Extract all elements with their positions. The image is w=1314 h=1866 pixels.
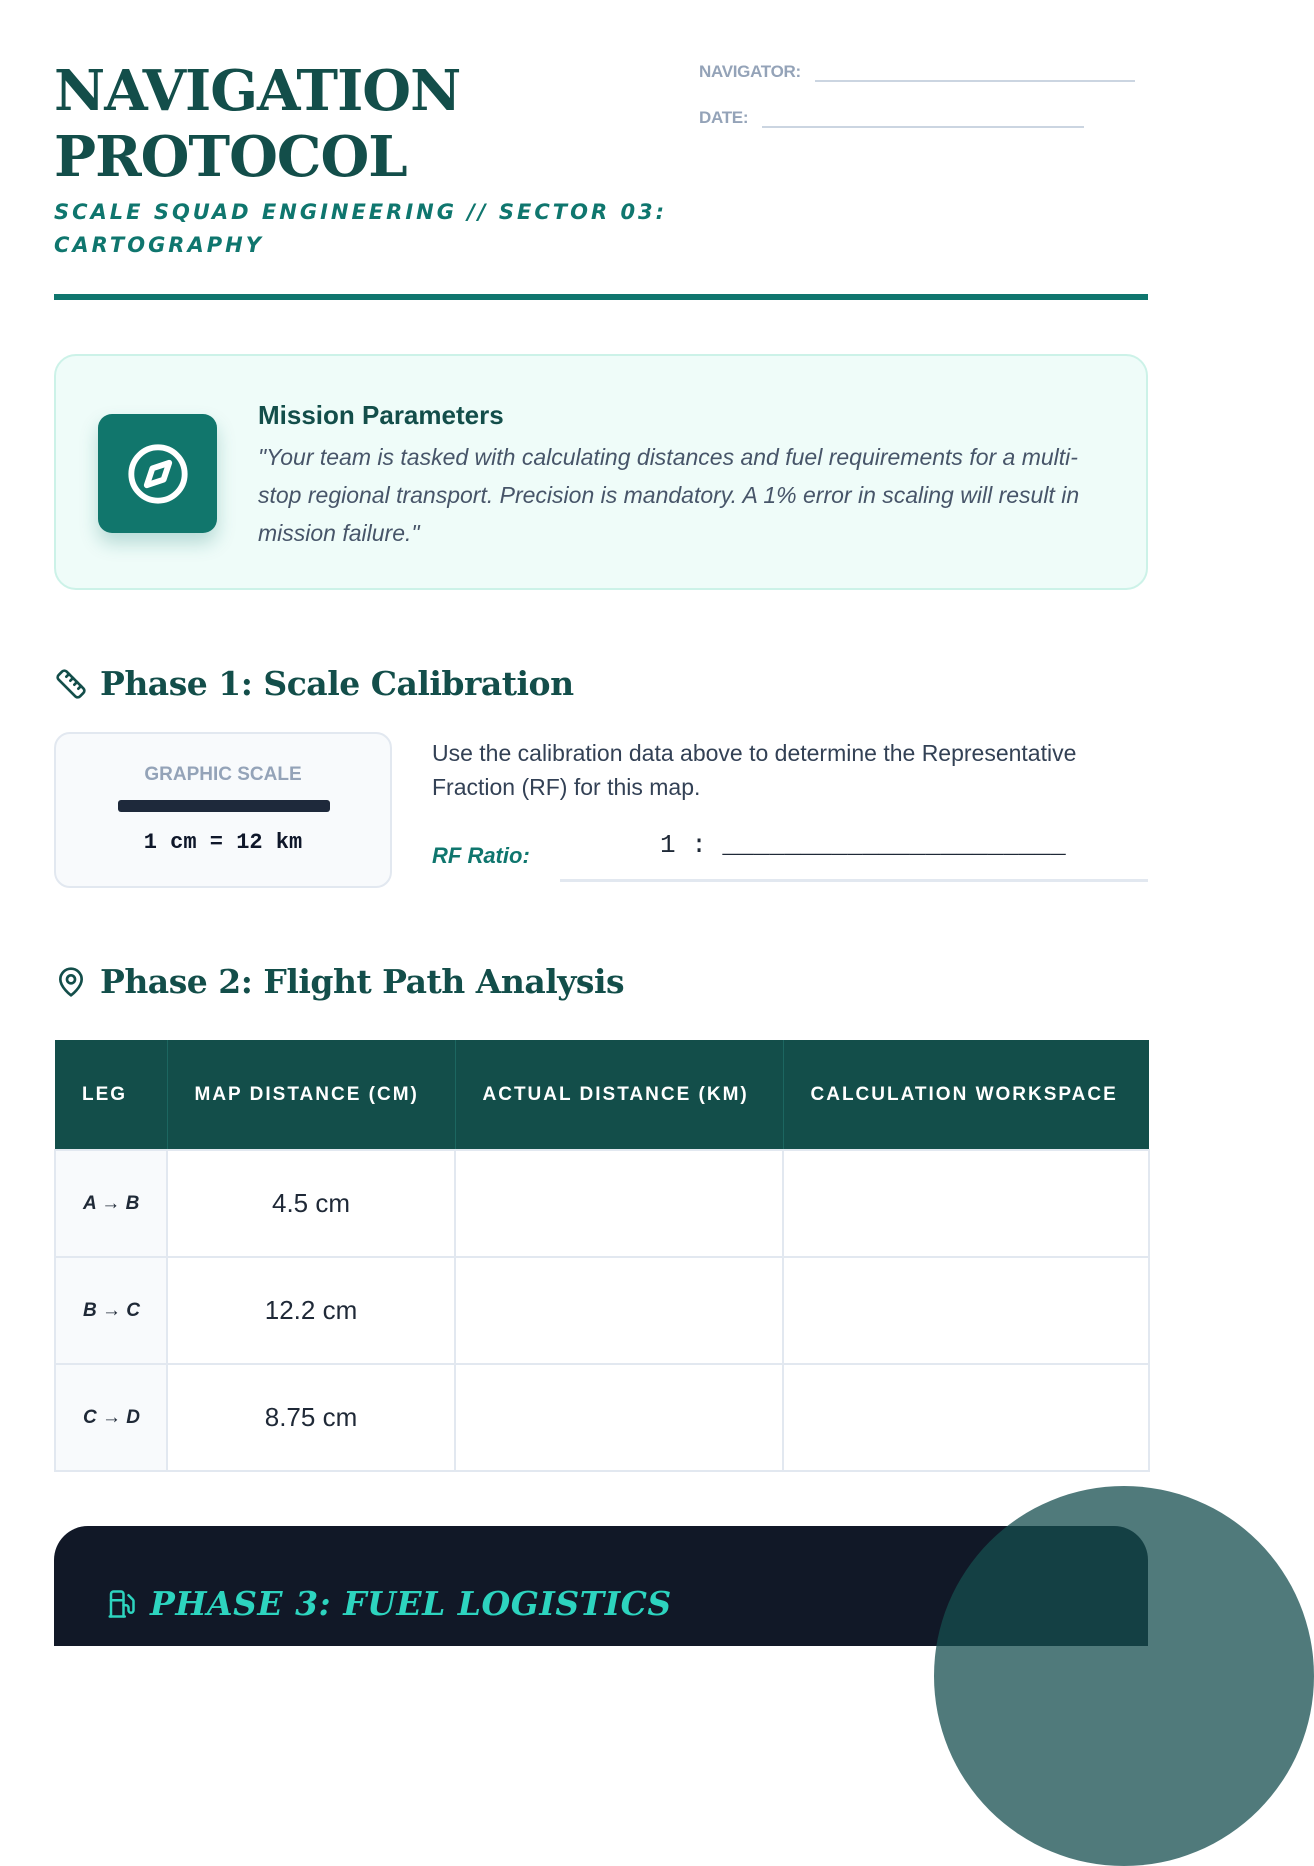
meta-fields: [699, 58, 1148, 150]
ruler-icon: [54, 667, 88, 701]
page-header: [54, 58, 1148, 298]
phase-1-title: Phase 1: Scale Calibration: [100, 664, 574, 703]
table-header-row: [55, 1040, 1149, 1150]
rf-ratio-value: 1 : ______________________: [660, 830, 1066, 860]
column-header-actual-distance: ACTUAL DISTANCE (KM): [455, 1040, 783, 1150]
title-line-2: PROTOCOL: [54, 124, 407, 190]
fuel-icon: [104, 1587, 138, 1621]
mission-parameters-box: [54, 354, 1148, 590]
page-title: [54, 58, 654, 190]
phase-3-heading: [104, 1584, 672, 1623]
mission-description: "Your team is tasked with calculating distances and fuel requirements for a multi-stop regional transport. Precision is mandatory. A 1% error in scaling will result in mission failure.": [258, 444, 1080, 546]
header-divider: [54, 294, 1148, 300]
actual-distance-input[interactable]: [455, 1150, 783, 1257]
table-row: [55, 1150, 1149, 1257]
rf-ratio-field[interactable]: [560, 828, 1148, 882]
compass-icon: [98, 414, 217, 533]
calculation-workspace-input[interactable]: [783, 1364, 1149, 1471]
map-distance-cell: 8.75 cm: [167, 1364, 455, 1471]
mission-title: Mission Parameters: [258, 400, 504, 430]
table-row: [55, 1257, 1149, 1364]
navigator-label: NAVIGATOR:: [699, 62, 801, 81]
navigator-field[interactable]: [815, 58, 1135, 82]
date-field[interactable]: [762, 104, 1084, 128]
phase-2-title: Phase 2: Flight Path Analysis: [100, 962, 625, 1001]
table-row: [55, 1364, 1149, 1471]
actual-distance-input[interactable]: [455, 1364, 783, 1471]
scale-bar: [118, 800, 330, 812]
leg-cell: A → B: [55, 1150, 167, 1257]
phase-1-heading: [54, 664, 574, 703]
scale-value: 1 cm = 12 km: [143, 830, 303, 855]
column-header-leg: LEG: [55, 1040, 167, 1150]
navigator-row: [699, 58, 1148, 82]
phase-3-title: PHASE 3: FUEL LOGISTICS: [150, 1584, 672, 1623]
map-pin-icon: [54, 965, 88, 999]
phase-1-instructions: Use the calibration data above to determine the Representative Fraction (RF) for this map.: [432, 740, 1077, 800]
date-row: [699, 104, 1148, 128]
page-subtitle: SCALE SQUAD ENGINEERING // SECTOR 03: CARTOGRAPHY: [54, 200, 668, 257]
phase-3-panel: [54, 1526, 1148, 1646]
decorative-circle: [934, 1486, 1314, 1866]
column-header-workspace: CALCULATION WORKSPACE: [783, 1040, 1149, 1150]
title-line-1: NAVIGATION: [54, 58, 461, 124]
map-distance-cell: 4.5 cm: [167, 1150, 455, 1257]
graphic-scale-label: GRAPHIC SCALE: [144, 764, 302, 785]
graphic-scale-card: [54, 732, 392, 888]
rf-ratio-label: RF Ratio:: [432, 843, 530, 868]
flight-path-table: [54, 1040, 1148, 1472]
column-header-map-distance: MAP DISTANCE (CM): [167, 1040, 455, 1150]
actual-distance-input[interactable]: [455, 1257, 783, 1364]
leg-cell: C → D: [55, 1364, 167, 1471]
calculation-workspace-input[interactable]: [783, 1150, 1149, 1257]
phase-2-heading: [54, 962, 624, 1001]
map-distance-cell: 12.2 cm: [167, 1257, 455, 1364]
date-label: DATE:: [699, 108, 749, 127]
calculation-workspace-input[interactable]: [783, 1257, 1149, 1364]
leg-cell: B → C: [55, 1257, 167, 1364]
